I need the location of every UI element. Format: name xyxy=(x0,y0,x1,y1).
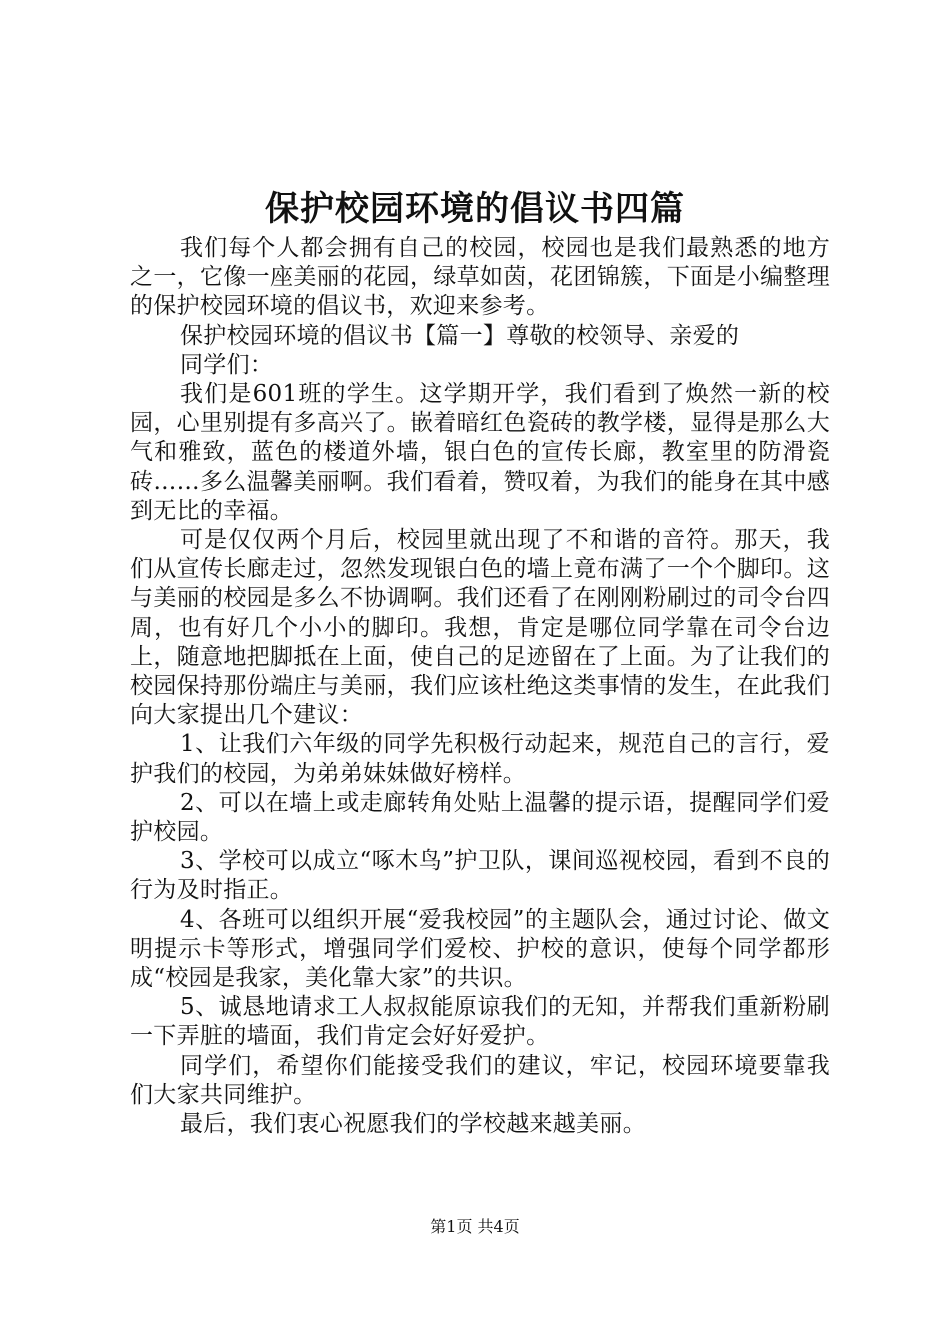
suggestion-item-5: 5、诚恳地请求工人叔叔能原谅我们的无知，并帮我们重新粉刷一下弄脏的墙面，我们肯定会好好爱护。 xyxy=(130,994,830,1050)
suggestion-item-1: 1、让我们六年级的同学先积极行动起来，规范自己的言行，爱护我们的校园，为弟弟妹妹做好榜样。 xyxy=(130,731,830,787)
paragraph-salutation: 同学们： xyxy=(180,351,274,378)
paragraph-body-2: 可是仅仅两个月后，校园里就出现了不和谐的音符。那天，我们从宣传长廊走过，忽然发现银白色的墙上竟布满了一个个脚印。这与美丽的校园是多么不协调啊。我们还看了在刚刚粉刷过的司令台四周，也有好几个小小的脚印。我想，肯定是哪位同学靠在司令台边上，随意地把脚抵在上面，使自己的足迹留在了上面。为了让我们的校园保持那份端庄与美丽，我们应该杜绝这类事情的发生，在此我们向大家提出几个建议： xyxy=(130,527,830,729)
suggestion-item-4: 4、各班可以组织开展“爱我校园”的主题队会，通过讨论、做文明提示卡等形式，增强同学们爱校、护校的意识，使每个同学都形成“校园是我家，美化靠大家”的共识。 xyxy=(130,906,830,992)
paragraph-body-1: 我们是601班的学生。这学期开学，我们看到了焕然一新的校园，心里别提有多高兴了。嵌着暗红色瓷砖的教学楼，显得是那么大气和雅致，蓝色的楼道外墙，银白色的宣传长廊，教室里的防滑瓷砖……多么温馨美丽啊。我们看着，赞叹着，为我们的能身在其中感到无比的幸福。 xyxy=(130,381,830,524)
suggestion-item-2: 2、可以在墙上或走廊转角处贴上温馨的提示语，提醒同学们爱护校园。 xyxy=(130,789,830,846)
paragraph-intro: 我们每个人都会拥有自己的校园，校园也是我们最熟悉的地方之一，它像一座美丽的花园，绿草如茵，花团锦簇，下面是小编整理的保护校园环境的倡议书，欢迎来参考。 xyxy=(130,235,830,320)
document-body xyxy=(130,234,830,1139)
page-footer: 第1页 共4页 xyxy=(430,1217,520,1236)
paragraph-closing: 最后，我们衷心祝愿我们的学校越来越美丽。 xyxy=(180,1111,646,1138)
suggestion-item-3: 3、学校可以成立“啄木鸟”护卫队，课间巡视校园，看到不良的行为及时指正。 xyxy=(130,848,830,904)
paragraph-section-heading: 保护校园环境的倡议书【篇一】尊敬的校领导、亲爱的 xyxy=(180,322,740,349)
document-title: 保护校园环境的倡议书四篇 xyxy=(265,189,685,229)
paragraph-appeal: 同学们，希望你们能接受我们的建议，牢记，校园环境要靠我们大家共同维护。 xyxy=(130,1052,830,1108)
